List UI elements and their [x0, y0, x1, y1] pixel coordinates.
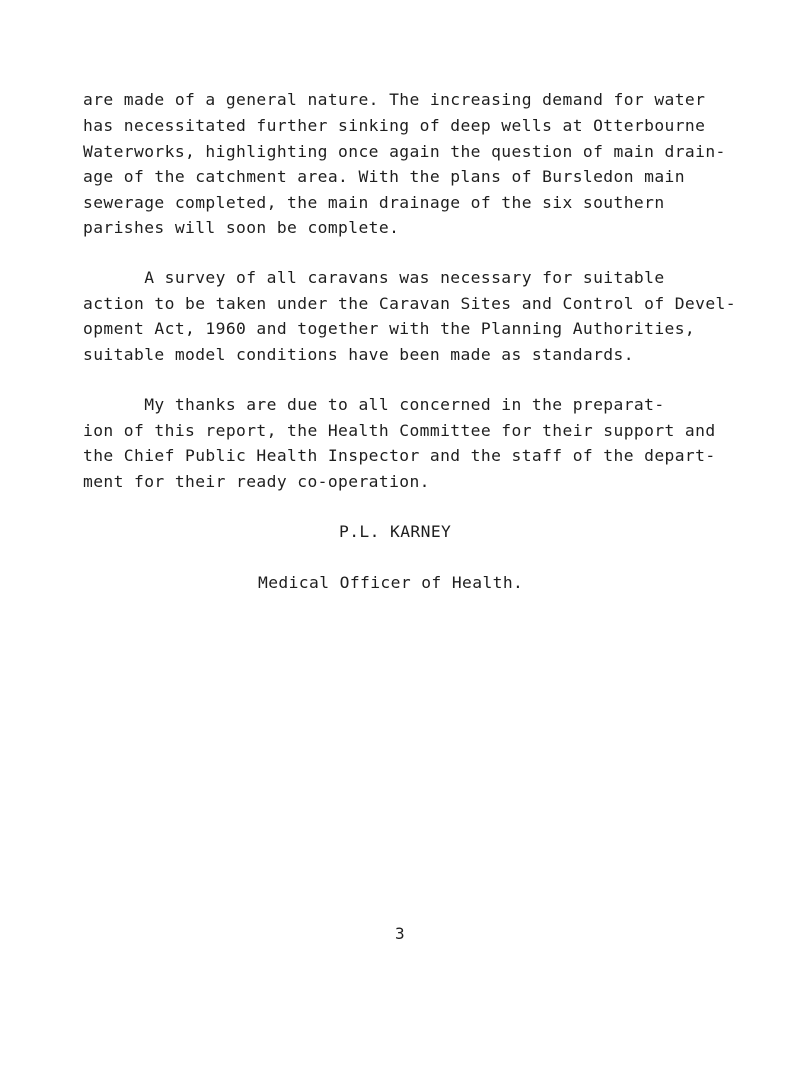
- text-line: ment for their ready co-operation.: [83, 472, 430, 491]
- text-line: sewerage completed, the main drainage of the six southern: [83, 193, 665, 212]
- text-line: ion of this report, the Health Committee for their support and: [83, 421, 716, 440]
- text-line: the Chief Public Health Inspector and the staff of the depart-: [83, 446, 716, 465]
- text-line: My thanks are due to all concerned in the preparat-: [83, 395, 665, 414]
- text-line: age of the catchment area. With the plans of Bursledon main: [83, 167, 685, 186]
- text-line: Waterworks, highlighting once again the question of main drain-: [83, 142, 726, 161]
- text-line: opment Act, 1960 and together with the Planning Authorities,: [83, 319, 696, 338]
- text-line: are made of a general nature. The increasing demand for water: [83, 90, 706, 109]
- text-line: A survey of all caravans was necessary for suitable: [83, 268, 665, 287]
- signatory-name: P.L. KARNEY: [339, 522, 452, 541]
- text-line: has necessitated further sinking of deep wells at Otterbourne: [83, 116, 706, 135]
- page-number: 3: [395, 924, 405, 943]
- signatory-title: Medical Officer of Health.: [258, 573, 524, 592]
- text-line: parishes will soon be complete.: [83, 218, 400, 237]
- text-line: suitable model conditions have been made as standards.: [83, 345, 634, 364]
- text-line: action to be taken under the Caravan Sites and Control of Devel-: [83, 294, 736, 313]
